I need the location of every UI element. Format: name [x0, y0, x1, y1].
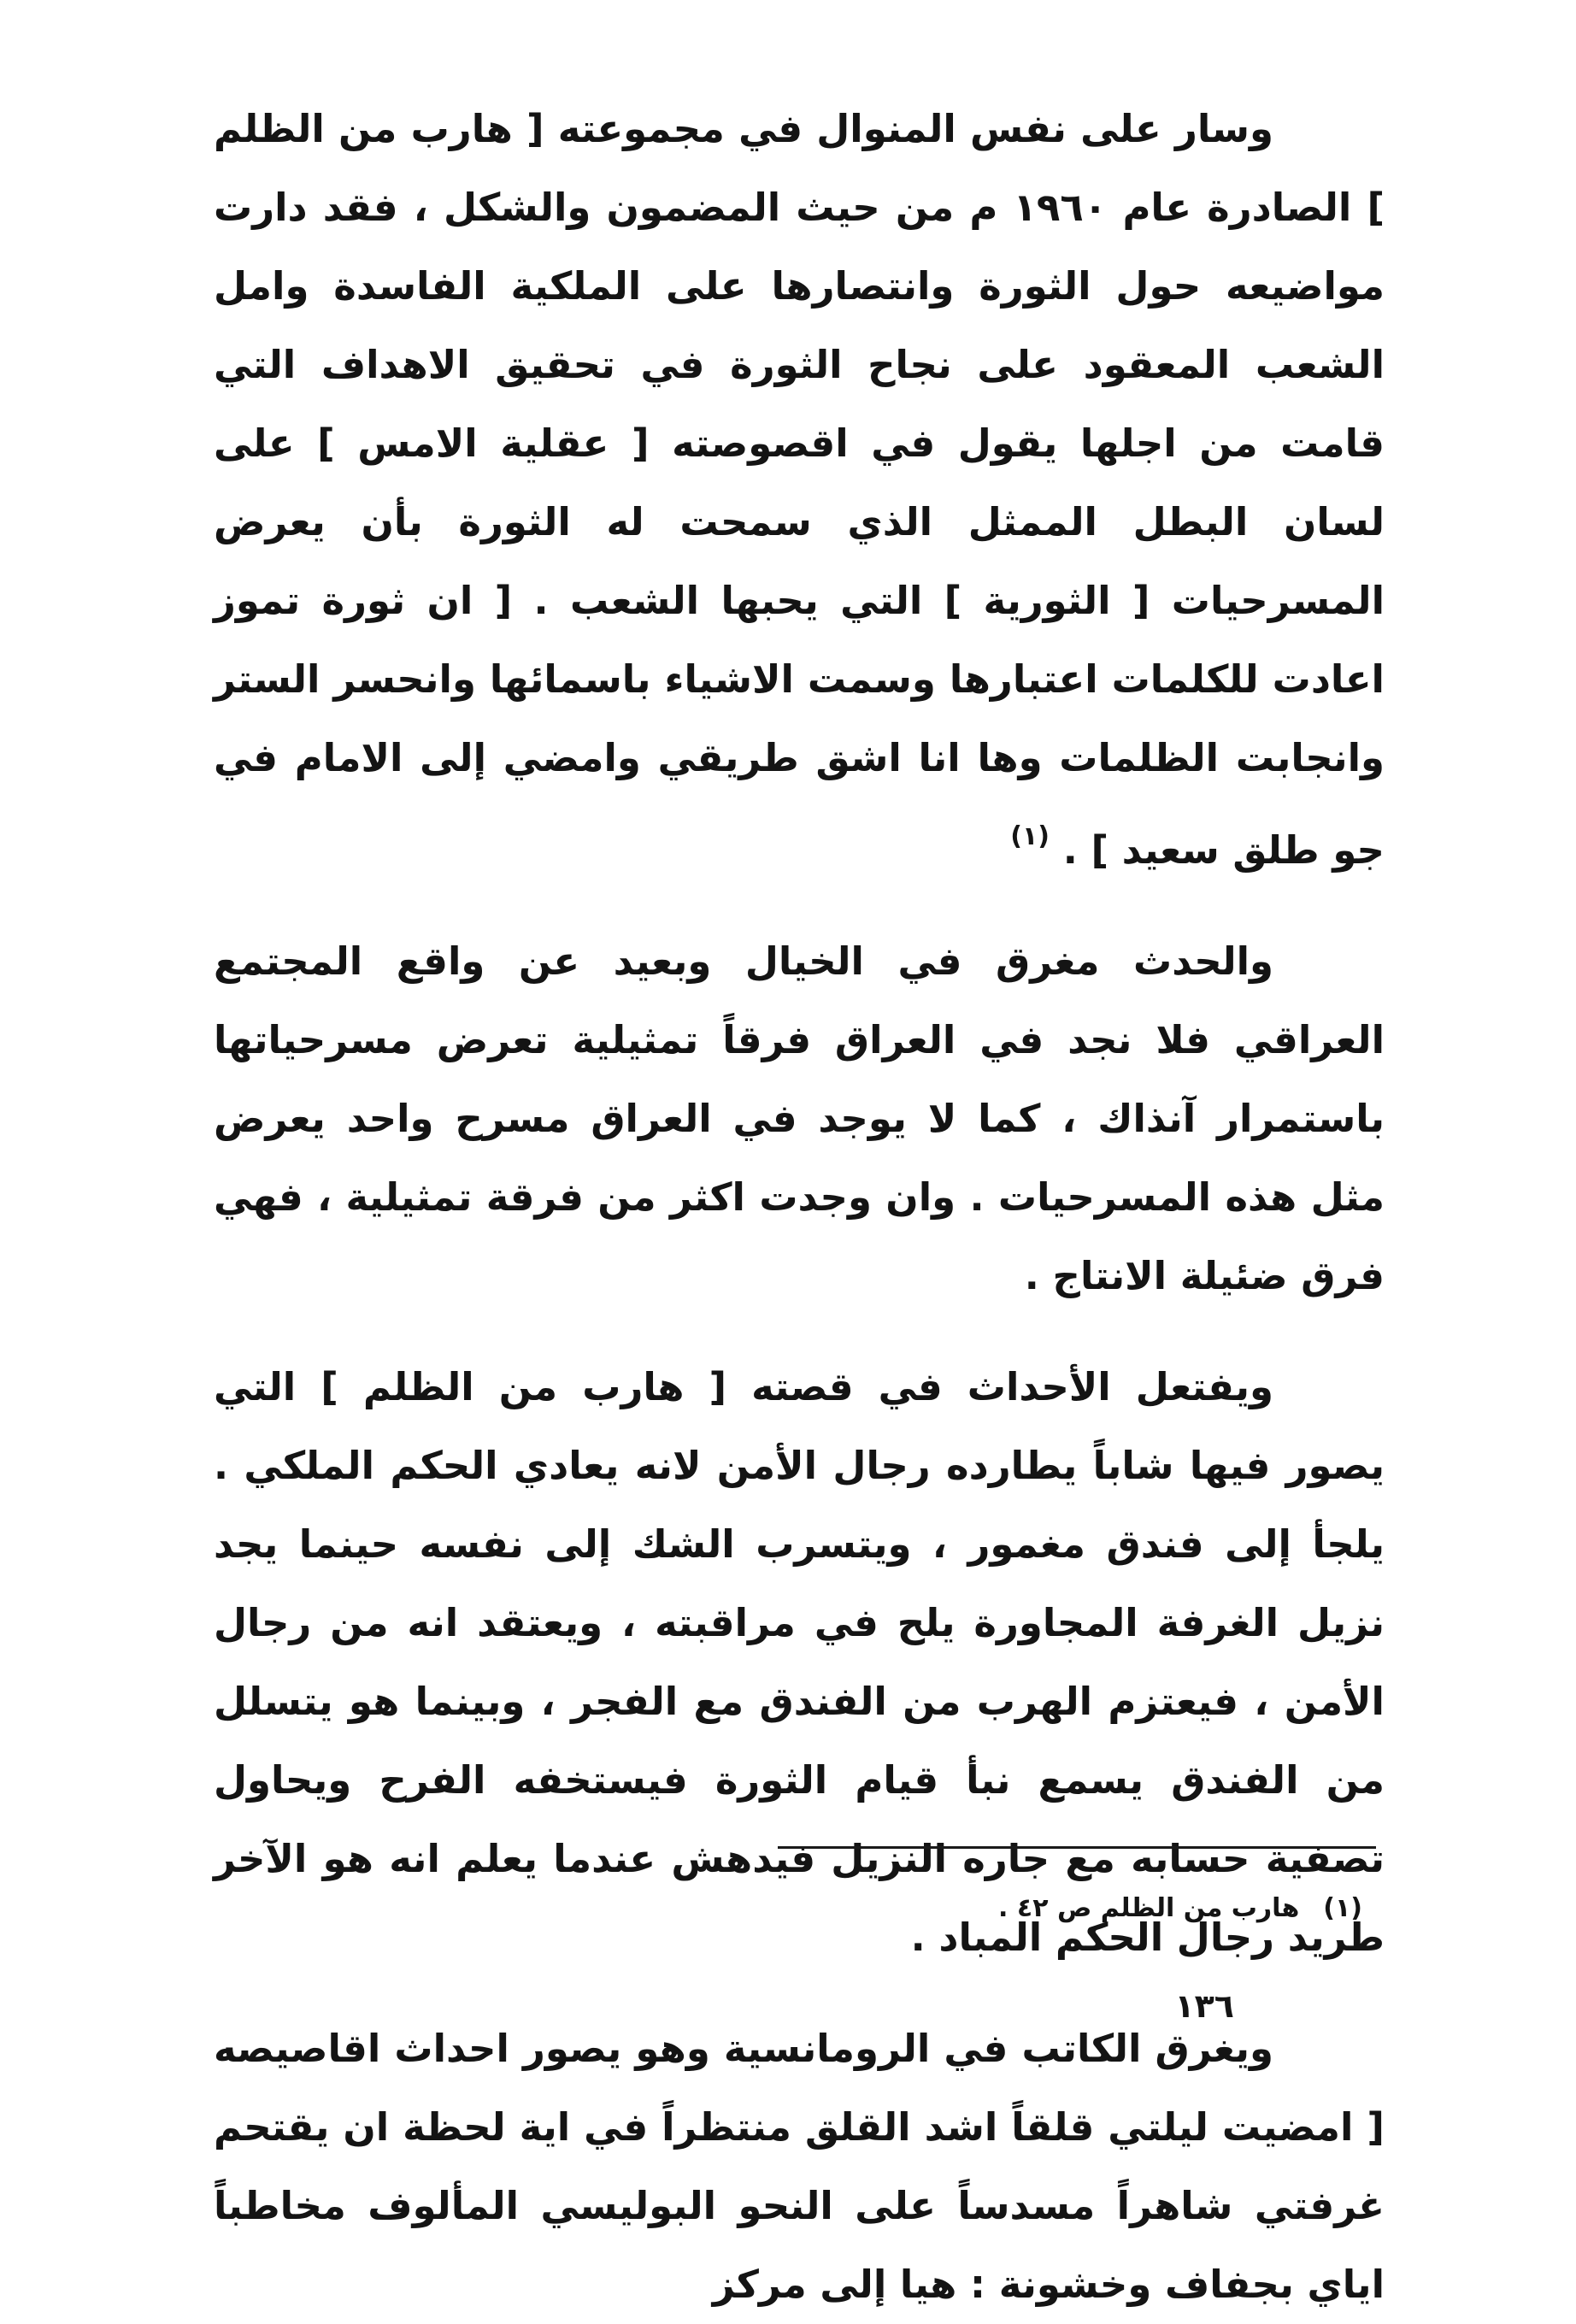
- paragraph-1-text: وسار على نفس المنوال في مجموعته [ هارب من الظلم ] الصادرة عام ١٩٦٠ م من حيث المضمون والشكل ، فقد دارت مواضيعه حول الثورة وانتصارها على الملكية الفاسدة وامل الشعب المعقود على نجاح الثورة في تحقيق الاهداف التي قامت من اجلها يقول في اقصوصته [ عقلية الامس ] على لسان البطل الممثل الذي سمحت له الثورة بأن يعرض المسرحيات [ الثورية ] التي يحبها الشعب . [ ان ثورة تموز اعادت للكلمات اعتبارها وسمت الاشياء باسمائها وانحسر الستر وانجابت الظلمات وها انا اشق طريقي وامضي إلى الامام في جو طلق سعيد ] .: [214, 106, 1385, 873]
- footnote-text: هارب من الظلم ص ٤٢ .: [998, 1893, 1300, 1923]
- paragraph-4: ويغرق الكاتب في الرومانسية وهو يصور احداث اقاصيصه [ امضيت ليلتي قلقاً اشد القلق منتظراً في اية لحظة ان يقتحم غرفتي شاهراً مسدساً على النحو البوليسي المألوف مخاطباً اياي بجفاف وخشونة : هيا إلى مركز: [214, 2026, 1385, 2307]
- paragraph-2: والحدث مغرق في الخيال وبعيد عن واقع المجتمع العراقي فلا نجد في العراق فرقاً تمثيلية تعرض مسرحياتها باستمرار آنذاك ، كما لا يوجد في العراق مسرح واحد يعرض مثل هذه المسرحيات . وان وجدت اكثر من فرقة تمثيلية ، فهي فرق ضئيلة الانتاج .: [214, 938, 1385, 1298]
- page-number: ١٣٦: [1174, 1987, 1234, 2025]
- footnote: [998, 1893, 1362, 1923]
- paragraph-3: ويفتعل الأحداث في قصته [ هارب من الظلم ] التي يصور فيها شاباً يطارده رجال الأمن لانه يعادي الحكم الملكي . يلجأ إلى فندق مغمور ، ويتسرب الشك إلى نفسه حينما يجد نزيل الغرفة المجاورة يلح في مراقبته ، ويعتقد انه من رجال الأمن ، فيعتزم الهرب من الفندق مع الفجر ، وبينما هو يتسلل من الفندق يسمع نبأ قيام الثورة فيستخفه الفرح ويحاول تصفية حسابه مع جاره النزيل فيدهش عندما يعلم انه هو الآخر طريد رجال الحكم المباد .: [214, 1364, 1385, 1960]
- footnote-number: (١): [1323, 1893, 1362, 1923]
- footnote-reference: (١): [1010, 821, 1050, 851]
- footnote-divider: [778, 1846, 1376, 1849]
- paragraph-1: [214, 90, 1385, 890]
